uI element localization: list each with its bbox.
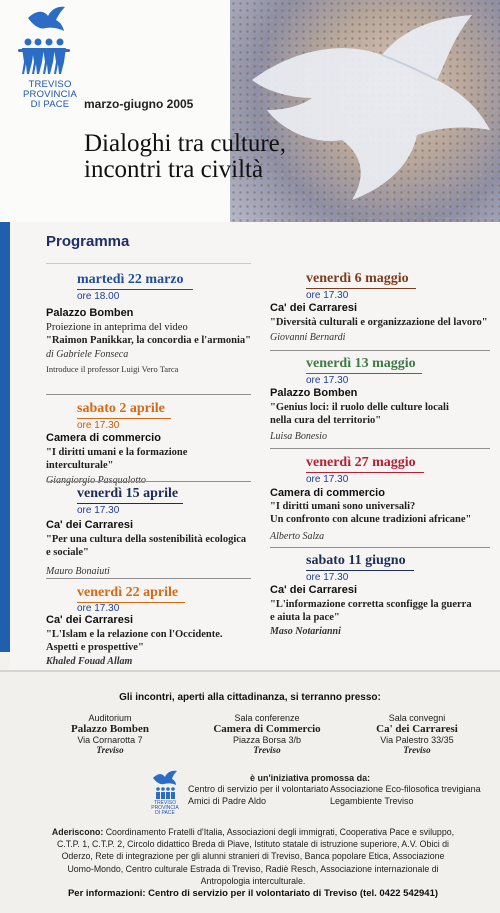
- promoted-heading: è un'iniziativa promossa da:: [250, 773, 371, 783]
- venue-name: Palazzo Bomben: [71, 723, 149, 735]
- page-title: [84, 131, 286, 183]
- divider: [270, 448, 490, 449]
- event-card: [46, 585, 256, 667]
- event-time: ore 17.30: [306, 290, 349, 301]
- event-desc: Un confronto con alcune tradizioni africane": [270, 513, 472, 525]
- event-desc: "Per una cultura della sostenibilità ecologica: [46, 534, 247, 545]
- event-date: venerdì 22 aprile: [77, 585, 179, 600]
- event-desc: "Genius loci: il ruolo delle culture locali: [270, 402, 449, 413]
- event-date: sabato 2 aprile: [77, 401, 165, 416]
- event-desc: "I diritti umani sono universali?: [270, 501, 416, 512]
- event-card: [46, 401, 256, 486]
- event-speaker: Khaled Fouad Allam: [46, 656, 133, 667]
- event-place: Ca' dei Carraresi: [270, 302, 357, 314]
- event-date: sabato 11 giugno: [306, 553, 406, 568]
- date-underline: [77, 289, 193, 290]
- event-note: Introduce il professor Luigi Vero Tarca: [46, 364, 179, 374]
- divider: [46, 263, 251, 264]
- divider: [46, 481, 251, 482]
- date-underline: [306, 288, 416, 289]
- event-speaker: Alberto Salza: [270, 531, 325, 542]
- divider: [46, 578, 251, 579]
- event-card: [270, 455, 492, 542]
- contact-info: Per informazioni: Centro di servizio per il volontariato di Treviso (tel. 0422 542941): [67, 888, 439, 899]
- venue-city: Treviso: [253, 745, 281, 755]
- event-card: [270, 356, 492, 442]
- logo-text: [10, 80, 90, 110]
- venue-card: [35, 713, 185, 755]
- promoter: Centro di servizio per il volontariato: [188, 784, 329, 794]
- event-place: Ca' dei Carraresi: [46, 614, 133, 626]
- event-time: ore 18.00: [77, 291, 120, 302]
- event-speaker: Mauro Bonaiuti: [46, 566, 110, 577]
- event-desc: "L'informazione corretta sconfigge la guerra: [270, 599, 472, 610]
- event-place: Ca' dei Carraresi: [270, 584, 357, 596]
- title-line-2: incontri tra civiltà: [84, 156, 264, 183]
- venue-city: Treviso: [403, 745, 431, 755]
- promoter: Amici di Padre Aldo: [188, 796, 267, 806]
- date-underline: [306, 373, 422, 374]
- venue-type: Sala convegni: [388, 713, 446, 723]
- event-place: Palazzo Bomben: [46, 307, 134, 319]
- event-time: ore 17.30: [306, 474, 349, 485]
- header: [0, 0, 500, 222]
- venues-heading: Gli incontri, aperti alla cittadinanza, si terranno presso:: [119, 692, 381, 703]
- event-place: Camera di commercio: [46, 432, 161, 444]
- event-time: ore 17.30: [77, 505, 120, 516]
- event-date: martedì 22 marzo: [77, 272, 184, 287]
- event-date: venerdì 15 aprile: [77, 486, 179, 501]
- event-desc: "L'Islam e la relazione con l'Occidente.: [46, 629, 223, 640]
- event-desc: "Diversità culturali e organizzazione del lavoro": [270, 317, 488, 328]
- small-logo-line: DI PACE: [155, 810, 175, 816]
- event-desc: "Raimon Panikkar, la concordia e l'armonia": [46, 334, 251, 346]
- small-logo-line: PROVINCIA: [151, 805, 179, 811]
- venue-name: Ca' dei Carraresi: [376, 723, 458, 735]
- event-date: venerdì 6 maggio: [306, 271, 409, 286]
- logo-dove-icon: [26, 6, 66, 34]
- event-speaker: Maso Notarianni: [270, 626, 341, 637]
- venue-type: Sala conferenze: [234, 713, 300, 723]
- event-desc: Aspetti e prospettive": [46, 641, 144, 653]
- event-date: venerdì 27 maggio: [306, 455, 416, 470]
- event-card: [46, 272, 256, 374]
- promoter: Associazione Eco-filosofica trevigiana: [330, 784, 481, 794]
- venue-address: Via Palestro 33/35: [380, 735, 454, 745]
- event-time: ore 17.30: [306, 572, 349, 583]
- logo-line: DI PACE: [30, 99, 70, 110]
- event-card: [270, 553, 492, 637]
- small-logo-line: TREVISO: [154, 800, 176, 806]
- event-time: ore 17.30: [77, 603, 120, 614]
- event-desc: "I diritti umani e la formazione interculturale": [46, 447, 188, 471]
- supporters-text: Coordinamento Fratelli d'Italia, Associazioni degli immigrati, Cooperativa Pace e sviluppo, C.T.P. 1, C.T.P. 2, Circolo didattico Breda di Piave, Istituto statale di istruzione superiore, A.V. Obici di Oderzo, Rete di integrazione per gli alunni stranieri di Treviso, Banca popolare Etica, Associazione Uomo-Mondo, Centro culturale Estrada di Treviso, Radiè Resch, Associazione internazionale di Antropologia interculturale.: [57, 827, 455, 886]
- small-logo-icon: [150, 770, 180, 800]
- small-logo-text: [145, 801, 185, 816]
- event-card: [270, 271, 492, 343]
- event-speaker: di Gabriele Fonseca: [46, 349, 129, 360]
- supporters-label: Aderiscono:: [51, 827, 104, 837]
- divider: [270, 547, 490, 548]
- date-underline: [77, 418, 171, 419]
- event-place: Palazzo Bomben: [270, 387, 358, 399]
- venue-card: [342, 713, 492, 755]
- event-time: ore 17.30: [306, 375, 349, 386]
- date-range: marzo-giugno 2005: [84, 97, 194, 111]
- venue-address: Via Cornarotta 7: [77, 735, 143, 745]
- event-desc: e aiuta la pace": [270, 611, 340, 623]
- event-desc: nella cura del territorio": [270, 414, 382, 426]
- venue-card: [192, 713, 342, 755]
- event-place: Ca' dei Carraresi: [46, 519, 133, 531]
- event-place: Camera di commercio: [270, 487, 385, 499]
- logo-people-icon: [16, 36, 72, 76]
- date-underline: [306, 472, 424, 473]
- logo-line: PROVINCIA: [22, 89, 78, 100]
- venue-type: Auditorium: [88, 713, 132, 723]
- divider: [270, 350, 490, 351]
- event-desc: e sociale": [46, 546, 89, 558]
- event-speaker: Giovanni Bernardi: [270, 331, 346, 343]
- title-line-1: Dialoghi tra culture,: [84, 130, 287, 157]
- event-time: ore 17.30: [77, 420, 120, 431]
- venue-address: Piazza Borsa 3/b: [232, 735, 302, 745]
- promoter: Legambiente Treviso: [330, 796, 414, 806]
- event-speaker: Luisa Bonesio: [270, 431, 327, 442]
- date-underline: [306, 570, 414, 571]
- event-desc: Proiezione in anteprima del video: [46, 322, 188, 333]
- divider: [46, 394, 251, 395]
- accent-bar: [0, 222, 10, 652]
- supporters-list: [48, 826, 458, 887]
- event-date: venerdì 13 maggio: [306, 356, 416, 371]
- venue-city: Treviso: [96, 745, 124, 755]
- event-card: [46, 486, 256, 577]
- date-underline: [77, 503, 183, 504]
- logo-line: TREVISO: [28, 79, 72, 90]
- program-heading: Programma: [46, 233, 130, 250]
- venue-name: Camera di Commercio: [213, 723, 321, 735]
